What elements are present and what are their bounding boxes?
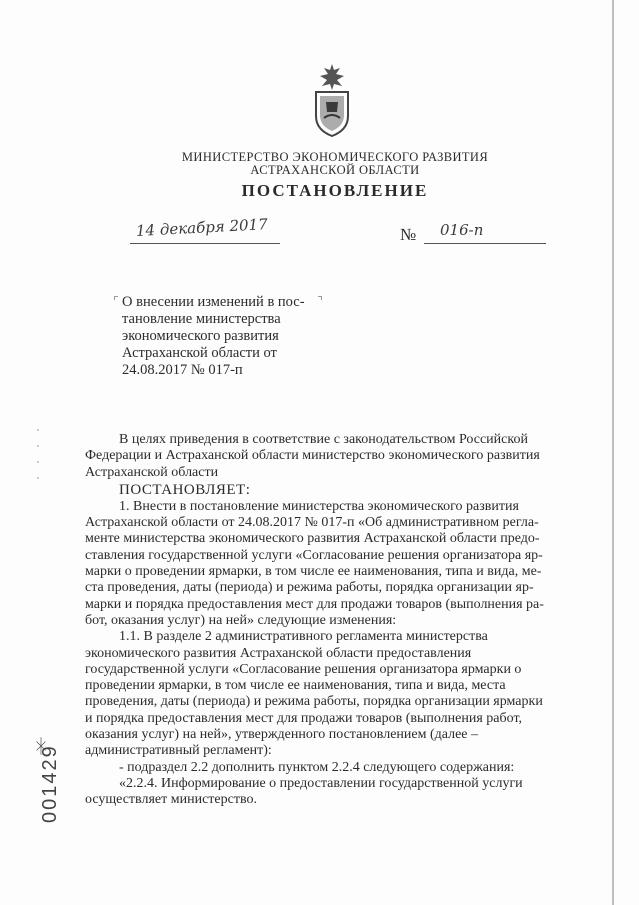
paragraph-line: Федерации и Астраханской области министерство экономического развития: [85, 448, 540, 464]
paragraph-line: государственной услуги «Согласование решения организатора ярмарки о: [85, 661, 522, 677]
paragraph-line: 1.1. В разделе 2 административного регламента министерства: [119, 629, 488, 645]
paragraph-line: административный регламент):: [85, 743, 272, 759]
paragraph-line: Астраханской области: [85, 464, 219, 480]
subject-line: 24.08.2017 № 017-п: [122, 362, 243, 378]
ministry-name: МИНИСТЕРСТВО ЭКОНОМИЧЕСКОГО РАЗВИТИЯ: [181, 150, 489, 164]
paragraph-line: проведения, даты (периода) и режима работы, порядка организации ярмарки: [85, 694, 543, 710]
paragraph-line: - подраздел 2.2 дополнить пунктом 2.2.4 следующего содержания:: [119, 759, 515, 775]
document-date: 14 декабря 2017: [135, 215, 269, 240]
coat-of-arms-icon: [304, 62, 360, 140]
subject-block: [122, 294, 310, 379]
ministry-region: АСТРАХАНСКОЙ ОБЛАСТИ: [250, 163, 420, 177]
subject-line: О внесении изменений в пос-: [122, 294, 305, 310]
document-type-title: ПОСТАНОВЛЕНИЕ: [241, 181, 429, 200]
paragraph-line: 1. Внести в постановление министерства экономического развития: [119, 498, 519, 514]
paragraph-line: оказания услуг) на ней», утвержденного постановлением (далее –: [85, 727, 478, 743]
scan-edge-line: [612, 0, 614, 905]
paragraph-line: бот, оказания услуг) на ней» следующие изменения:: [85, 612, 397, 628]
number-sign: №: [400, 225, 417, 244]
paragraph-line: ста проведения, даты (периода) и режима работы, порядка организации яр-: [85, 580, 534, 596]
subject-corner-mark: [318, 296, 322, 300]
document-number: 016-п: [440, 221, 484, 239]
paragraph-line: «2.2.4. Информирование о предоставлении государственной услуги: [119, 775, 523, 791]
paragraph-line: марки о проведении ярмарки, в том числе ее наименования, типа и вида, ме-: [85, 564, 542, 580]
resolves-heading: ПОСТАНОВЛЯЕТ:: [119, 481, 251, 498]
paragraph-line: проведении ярмарки, в том числе ее наименования, типа и вида, места: [85, 678, 506, 694]
paragraph-line: и порядка предоставления мест для продажи товаров (выполнения работ,: [85, 710, 523, 726]
subject-line: экономического развития: [122, 328, 279, 344]
paragraph-line: экономического развития Астраханской области предоставления: [85, 645, 472, 661]
serial-number-stamp: 001429: [39, 744, 61, 823]
paragraph-line: В целях приведения в соответствие с законодательством Российской: [119, 432, 528, 447]
paragraph-line: менте министерства экономического развития Астраханской области предо-: [85, 531, 540, 547]
paragraph-line: осуществляет министерство.: [85, 792, 257, 808]
paragraph-line: марки и порядка предоставления мест для продажи товаров (выполнения ра-: [85, 596, 544, 612]
subject-corner-mark: [114, 296, 118, 300]
subject-line: тановление министерства: [122, 311, 281, 327]
subject-line: Астраханской области от: [122, 345, 277, 361]
paragraph-line: ставления государственной услуги «Согласование решения организатора яр-: [85, 547, 543, 563]
document-body: [85, 432, 577, 809]
paragraph-line: Астраханской области от 24.08.2017 № 017-п «Об административном регла-: [85, 515, 539, 531]
margin-marks: [33, 428, 43, 488]
